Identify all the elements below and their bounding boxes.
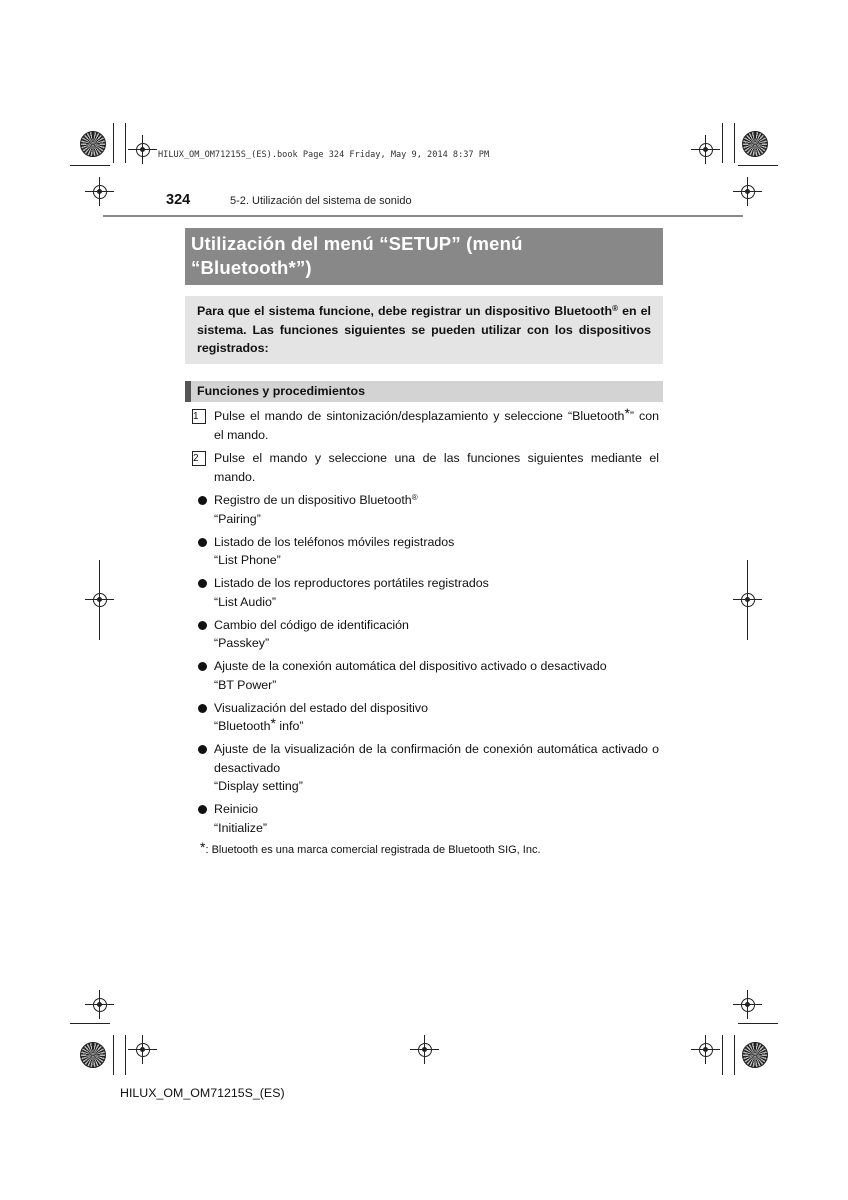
crop-mark (70, 165, 110, 166)
list-item: Cambio del código de identificación “Passkey” (192, 616, 659, 653)
crop-mark (738, 1023, 778, 1024)
list-item: Reinicio “Initialize” (192, 800, 659, 837)
registration-target-icon (741, 998, 755, 1012)
footnote: *: Bluetooth es una marca comercial registrada de Bluetooth SIG, Inc. (200, 839, 541, 856)
print-info-line: HILUX_OM_OM71215S_(ES).book Page 324 Friday, May 9, 2014 8:37 PM (158, 150, 490, 160)
step-1: 1 Pulse el mando de sintonización/desplazamiento y seleccione “Bluetooth*” con el mando. (193, 405, 659, 442)
step-number-box: 1 (192, 409, 206, 424)
menu-option-label: “BT Power” (214, 677, 277, 692)
registration-target-icon (136, 1043, 150, 1057)
subsection-header (185, 381, 663, 402)
bullet-icon (198, 745, 207, 754)
header-rule (103, 215, 743, 217)
footer-document-code: HILUX_OM_OM71215S_(ES) (120, 1086, 285, 1100)
list-item: Listado de los teléfonos móviles registrados “List Phone” (192, 533, 659, 570)
crop-mark (747, 560, 748, 640)
bullet-icon (198, 621, 207, 630)
registration-target-icon (699, 143, 713, 157)
crop-mark (734, 123, 735, 163)
crop-mark (70, 1023, 110, 1024)
function-list (192, 491, 659, 837)
registration-target-icon (93, 185, 107, 199)
section-title-band (185, 228, 663, 285)
crop-mark (738, 165, 778, 166)
bullet-icon (198, 538, 207, 547)
intro-box (185, 296, 663, 364)
list-item: Visualización del estado del dispositivo “Bluetooth* info” (192, 699, 659, 736)
step-2: 2 Pulse el mando y seleccione una de las funciones siguientes mediante el mando. (193, 451, 659, 484)
list-item: Ajuste de la visualización de la confirmación de conexión automática activado o desactivado “Display setting” (192, 740, 659, 796)
crop-mark (113, 1035, 114, 1075)
section-reference: 5-2. Utilización del sistema de sonido (230, 195, 412, 207)
registration-rosette-bottom-left (80, 1042, 106, 1068)
registration-target-icon (93, 998, 107, 1012)
registration-target-icon (93, 593, 107, 607)
crop-mark (722, 1035, 723, 1075)
bullet-icon (198, 662, 207, 671)
list-item: Ajuste de la conexión automática del dispositivo activado o desactivado “BT Power” (192, 657, 659, 694)
registration-target-icon (741, 185, 755, 199)
menu-option-label: “Display setting” (214, 779, 303, 793)
registration-rosette-top-right (742, 131, 768, 157)
registration-target-icon (418, 1043, 432, 1057)
crop-mark (113, 123, 114, 163)
registration-target-icon (699, 1043, 713, 1057)
menu-option-label: “List Phone” (214, 553, 281, 567)
subsection-title: Funciones y procedimientos (197, 384, 365, 398)
registration-rosette-bottom-right (742, 1042, 768, 1068)
list-item: Listado de los reproductores portátiles registrados “List Audio” (192, 574, 659, 611)
bullet-icon (198, 805, 207, 814)
menu-option-label: “Pairing” (214, 511, 261, 526)
bullet-icon (198, 579, 207, 588)
list-item: Registro de un dispositivo Bluetooth® “Pairing” (192, 491, 659, 528)
menu-option-label: “Bluetooth* info” (214, 715, 304, 733)
bullet-icon (198, 496, 207, 505)
procedure-content (192, 407, 659, 842)
intro-text: Para que el sistema funcione, debe registrar un dispositivo Bluetooth® en el sistema. Las funciones siguientes se pueden utilizar con los dispositivos registrados: (197, 304, 651, 355)
crop-mark (722, 123, 723, 163)
registration-rosette-top-left (80, 131, 106, 157)
registration-target-icon (136, 143, 150, 157)
crop-mark (734, 1035, 735, 1075)
crop-mark (125, 123, 126, 163)
page-title: Utilización del menú “SETUP” (menú “Bluetooth*”) (191, 233, 523, 278)
registration-target-icon (741, 593, 755, 607)
page-number: 324 (166, 192, 191, 208)
step-number-box: 2 (192, 451, 206, 466)
bullet-icon (198, 704, 207, 713)
menu-option-label: “Initialize” (214, 820, 268, 835)
menu-option-label: “List Audio” (214, 594, 276, 609)
menu-option-label: “Passkey” (214, 636, 270, 650)
crop-mark (125, 1035, 126, 1075)
crop-mark (99, 560, 100, 640)
